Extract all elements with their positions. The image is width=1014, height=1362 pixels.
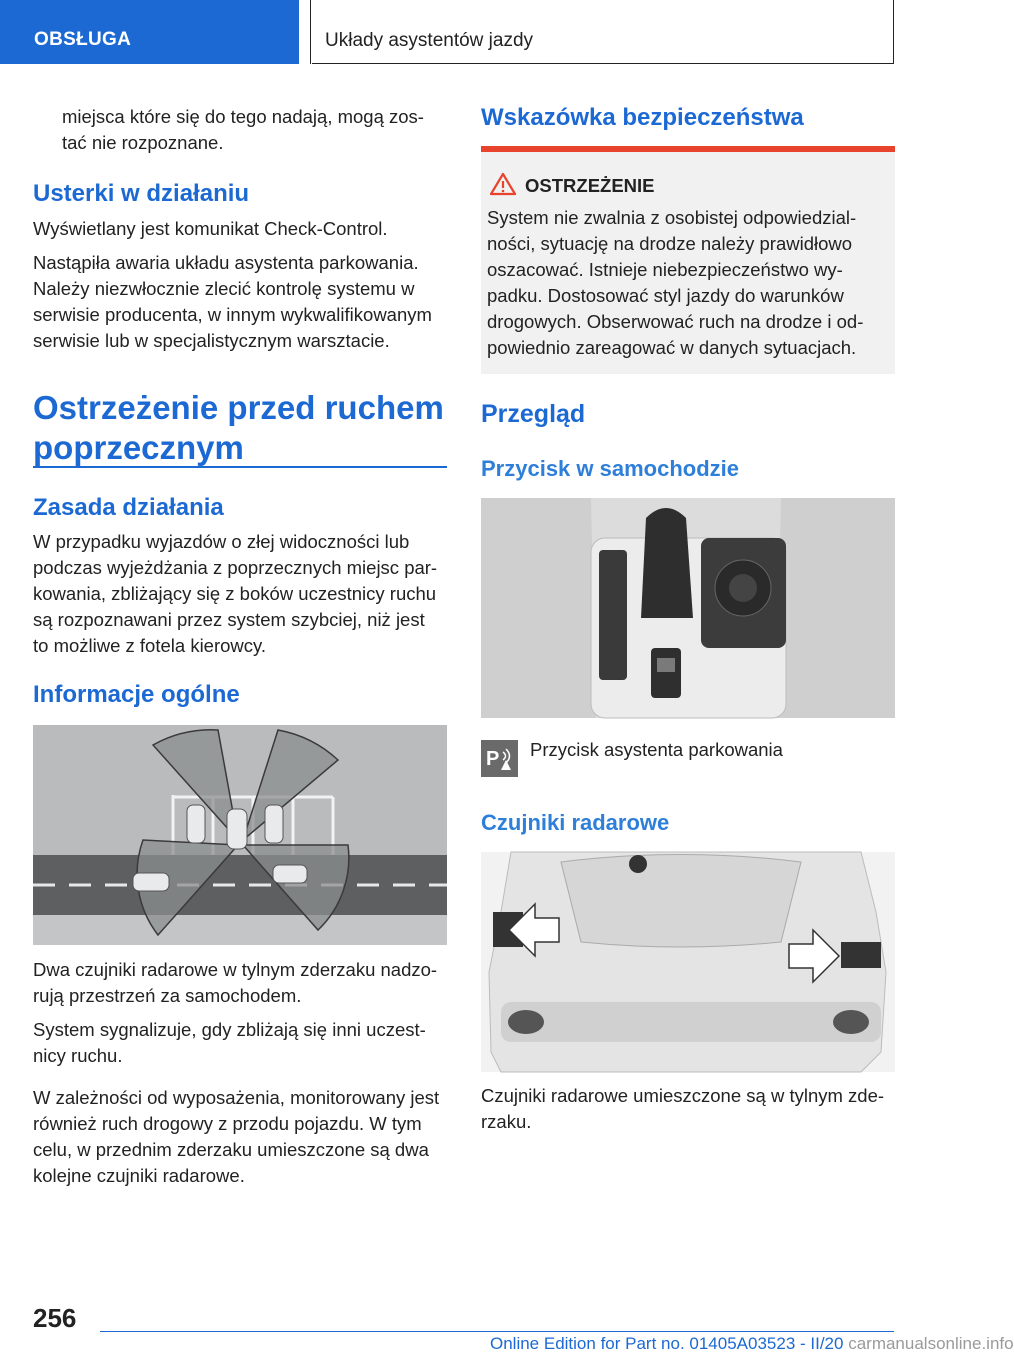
heading-zasada: Zasada działania	[33, 494, 224, 521]
caption-line: Czujniki radarowe umieszczone są w tylnym zde-	[481, 1085, 885, 1106]
svg-text:P: P	[486, 748, 500, 770]
usterki-line: Nastąpiła awaria układu asystenta parkowania.	[33, 252, 419, 273]
warning-text	[487, 205, 863, 361]
warning-line: ności, sytuację na drodze należy prawidłowo	[487, 233, 853, 254]
intro-paragraph	[62, 104, 424, 156]
usterki-line: serwisie lub w specjalistycznym warsztacie.	[33, 330, 390, 351]
heading-wskazowka: Wskazówka bezpieczeństwa	[481, 104, 804, 131]
warning-line: padku. Dostosować styl jazdy do warunków	[487, 285, 844, 306]
info-line: Dwa czujniki radarowe w tylnym zderzaku nadzo-	[33, 959, 438, 980]
warning-title: OSTRZEŻENIE	[525, 175, 655, 196]
heading-rule	[33, 466, 447, 468]
zasada-section	[33, 529, 437, 659]
usterki-section	[33, 216, 432, 354]
heading-przeglad: Przegląd	[481, 400, 586, 428]
caption-text: Przycisk asystenta parkowania	[530, 739, 783, 760]
rear-bumper-photo	[481, 852, 895, 1072]
heading-przycisk: Przycisk w samochodzie	[481, 456, 739, 481]
zasada-line: to możliwe z fotela kierowcy.	[33, 635, 267, 656]
header-divider	[310, 0, 311, 64]
chapter-tab	[312, 0, 894, 64]
heading-ostrzezenie	[33, 388, 444, 468]
button-caption	[530, 737, 783, 763]
info-line: również ruch drogowy z przodu pojazdu. W tym	[33, 1113, 422, 1134]
warning-line: System nie zwalnia z osobistej odpowiedzial-	[487, 207, 857, 228]
section-title: OBSŁUGA	[34, 29, 132, 50]
cross-traffic-illustration	[33, 725, 447, 945]
zasada-line: są rozpoznawani przez system szybciej, niż jest	[33, 609, 425, 630]
usterki-line: Należy niezwłocznie zlecić kontrolę systemu w	[33, 278, 415, 299]
section-tab	[0, 0, 299, 64]
intro-line: miejsca które się do tego nadają, mogą zos-	[62, 106, 424, 127]
info-line: W zależności od wyposażenia, monitorowany jest	[33, 1087, 440, 1108]
info-line: kolejne czujniki radarowe.	[33, 1165, 245, 1186]
chapter-title: Układy asystentów jazdy	[325, 30, 534, 51]
heading-czujniki: Czujniki radarowe	[481, 810, 670, 835]
info-line: rują przestrzeń za samochodem.	[33, 985, 302, 1006]
info-line: nicy ruchu.	[33, 1045, 123, 1066]
zasada-line: podczas wyjeżdżania z poprzecznych miejsc par-	[33, 557, 438, 578]
zasada-line: kowania, zbliżający się z boków uczestnicy ruchu	[33, 583, 437, 604]
warning-triangle-icon	[489, 172, 517, 196]
info-line: System sygnalizuje, gdy zbliżają się inni uczest-	[33, 1019, 426, 1040]
footer-rule	[100, 1331, 894, 1332]
edition-label	[490, 1334, 1014, 1354]
info-line: celu, w przednim zderzaku umieszczone są dwa	[33, 1139, 429, 1160]
heading-informacje: Informacje ogólne	[33, 681, 240, 708]
czujniki-caption	[481, 1083, 884, 1135]
heading-line: Ostrzeżenie przed ruchem	[33, 389, 444, 426]
edition-text: Online Edition for Part no. 01405A03523 - II/20	[490, 1334, 844, 1353]
warning-box	[481, 152, 895, 374]
center-console-photo	[481, 498, 895, 718]
heading-usterki: Usterki w działaniu	[33, 180, 250, 207]
watermark-text: carmanualsonline.info	[848, 1334, 1014, 1353]
heading-line: poprzecznym	[33, 429, 244, 466]
warning-line: oszacować. Istnieje niebezpieczeństwo wy-	[487, 259, 843, 280]
caption-line: rzaku.	[481, 1111, 532, 1132]
usterki-line: serwisie producenta, w innym wykwalifikowanym	[33, 304, 432, 325]
informacje-section	[33, 957, 439, 1189]
usterki-line: Wyświetlany jest komunikat Check-Control.	[33, 218, 388, 239]
intro-line: tać nie rozpoznane.	[62, 132, 224, 153]
page-number: 256	[33, 1303, 77, 1333]
zasada-line: W przypadku wyjazdów o złej widoczności lub	[33, 531, 410, 552]
park-assist-button-icon	[481, 740, 518, 777]
warning-line: powiednio zareagować w danych sytuacjach.	[487, 337, 857, 358]
warning-line: drogowych. Obserwować ruch na drodze i od-	[487, 311, 864, 332]
